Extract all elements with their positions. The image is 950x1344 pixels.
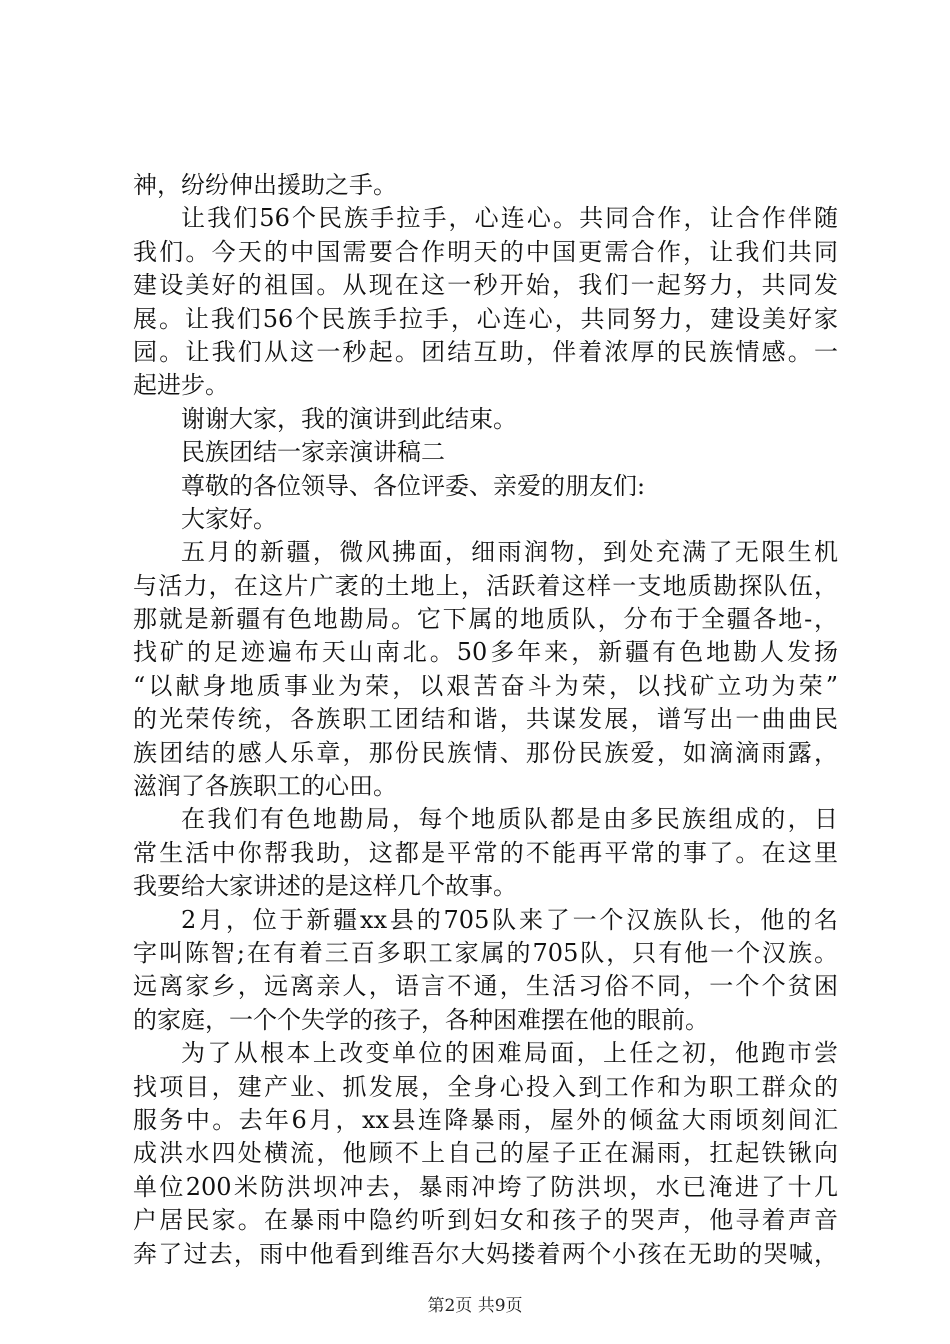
page-footer [0,1295,950,1317]
text-line: 找项目，建产业、抓发展，全身心投入到工作和为职工群众的 [133,1072,838,1101]
text-line: 常生活中你帮我助，这都是平常的不能再平常的事了。在这里 [133,838,838,867]
text-line: 服务中。去年6月，xx县连降暴雨，屋外的倾盆大雨顷刻间汇 [133,1105,838,1134]
text-line: “以献身地质事业为荣，以艰苦奋斗为荣，以找矿立功为荣” [133,671,838,700]
text-line: 建设美好的祖国。从现在这一秒开始，我们一起努力，共同发 [133,271,838,300]
text-line: 在我们有色地勘局，每个地质队都是由多民族组成的，日 [181,805,838,834]
text-line: 我要给大家讲述的是这样几个故事。 [133,872,517,901]
text-line: 滋润了各族职工的心田。 [133,772,397,801]
text-line: 大家好。 [181,504,277,533]
text-line: 2月，位于新疆xx县的705队来了一个汉族队长，他的名 [181,905,838,934]
text-line: 民族团结一家亲演讲稿二 [181,438,445,467]
text-line: 展。让我们56个民族手拉手，心连心，共同努力，建设美好家 [133,304,838,333]
text-line: 远离家乡，远离亲人，语言不通，生活习俗不同，一个个贫困 [133,972,838,1001]
text-line: 五月的新疆，微风拂面，细雨润物，到处充满了无限生机 [181,538,838,567]
text-line: 的光荣传统，各族职工团结和谐，共谋发展，谱写出一曲曲民 [133,705,838,734]
text-line: 起进步。 [133,371,229,400]
text-line: 的家庭，一个个失学的孩子，各种困难摆在他的眼前。 [133,1005,709,1034]
text-line: 那就是新疆有色地勘局。它下属的地质队，分布于全疆各地-， [133,605,838,634]
text-line: 让我们56个民族手拉手，心连心。共同合作，让合作伴随 [181,204,838,233]
text-line: 为了从根本上改变单位的困难局面，上任之初，他跑市尝 [181,1039,838,1068]
text-line: 户居民家。在暴雨中隐约听到妇女和孩子的哭声，他寻着声音 [133,1206,838,1235]
text-line: 谢谢大家，我的演讲到此结束。 [181,404,517,433]
text-line: 我们。今天的中国需要合作明天的中国更需合作，让我们共同 [133,237,838,266]
text-line: 字叫陈智;在有着三百多职工家属的705队，只有他一个汉族。 [133,938,838,967]
text-line: 找矿的足迹遍布天山南北。50多年来，新疆有色地勘人发扬 [133,638,838,667]
text-line: 园。让我们从这一秒起。团结互助，伴着浓厚的民族情感。一 [133,337,838,366]
text-line: 尊敬的各位领导、各位评委、亲爱的朋友们: [181,471,646,500]
text-line: 奔了过去，雨中他看到维吾尔大妈搂着两个小孩在无助的哭喊， [133,1239,838,1268]
text-line: 成洪水四处横流，他顾不上自己的屋子正在漏雨，扛起铁锹向 [133,1139,838,1168]
text-line: 与活力，在这片广袤的土地上，活跃着这样一支地质勘探队伍， [133,571,838,600]
page-number-label: 第2页 共9页 [427,1296,523,1316]
text-line: 单位200米防洪坝冲去，暴雨冲垮了防洪坝，水已淹进了十几 [133,1172,838,1201]
document-body [133,169,838,1271]
text-line: 族团结的感人乐章，那份民族情、那份民族爱，如滴滴雨露， [133,738,838,767]
text-line: 神，纷纷伸出援助之手。 [133,171,397,199]
